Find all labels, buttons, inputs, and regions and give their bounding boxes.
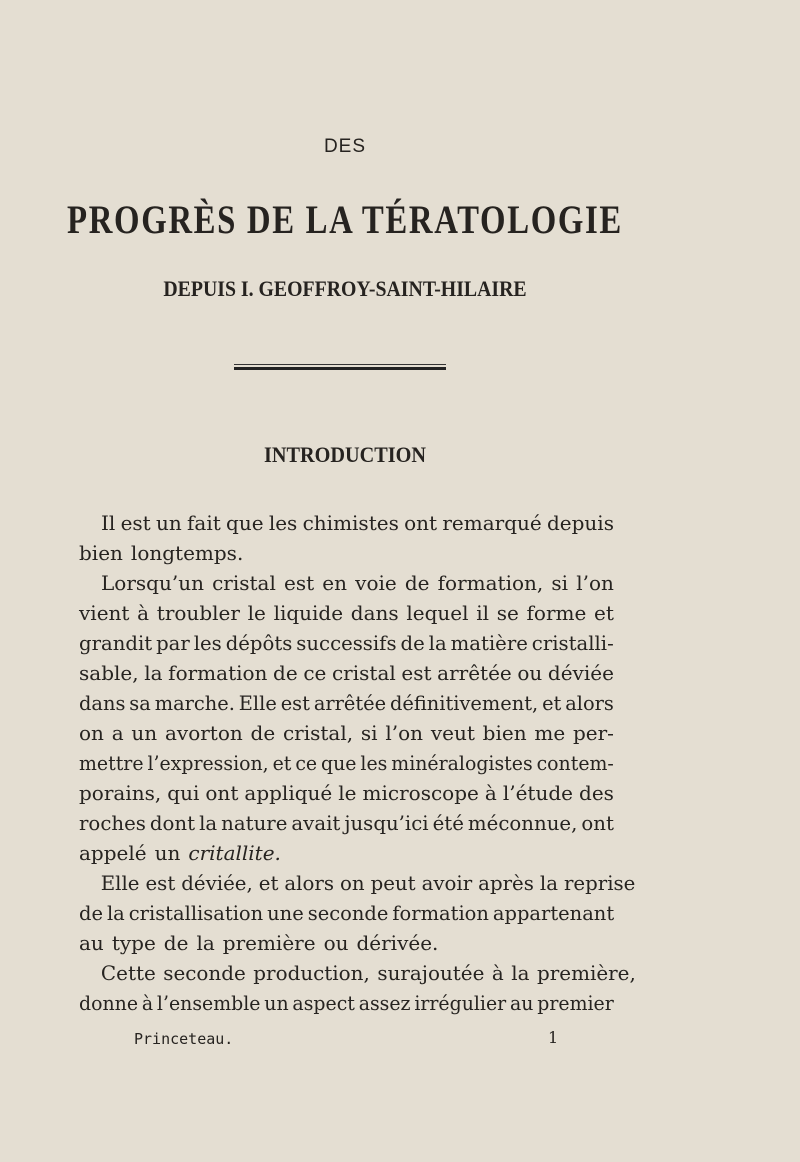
word: bien xyxy=(79,541,123,565)
word: bien xyxy=(482,721,527,745)
word: ont xyxy=(205,781,239,805)
word: dont xyxy=(149,811,196,835)
word: appliqué xyxy=(244,781,333,805)
word: la xyxy=(511,961,530,985)
word: on xyxy=(79,721,104,745)
word: si xyxy=(360,721,378,745)
word: type xyxy=(111,931,156,955)
text-line xyxy=(79,928,614,958)
word: est xyxy=(284,571,315,595)
word: de xyxy=(400,631,425,655)
word: marche. xyxy=(154,691,235,715)
word: fait xyxy=(187,511,221,535)
word: une xyxy=(267,901,304,925)
word: les xyxy=(193,631,222,655)
word: de xyxy=(79,901,103,925)
word: à xyxy=(141,991,154,1015)
word: ce xyxy=(295,751,318,775)
word: minéralogistes xyxy=(391,751,533,775)
word: définitivement, xyxy=(390,691,539,715)
word: l’on xyxy=(385,721,424,745)
word: cristal xyxy=(212,571,276,595)
word: première xyxy=(222,931,316,955)
word: on xyxy=(339,871,365,895)
word: successifs xyxy=(296,631,397,655)
pre-title: DES xyxy=(323,136,367,157)
word: ce xyxy=(303,661,327,685)
word: par xyxy=(156,631,190,655)
word: dans xyxy=(350,601,399,625)
word: dépôts xyxy=(225,631,293,655)
word: de xyxy=(250,721,276,745)
word: ont xyxy=(404,511,438,535)
word: per- xyxy=(572,721,614,745)
word: appartenant xyxy=(492,901,615,925)
word: vient xyxy=(79,601,130,625)
word: a xyxy=(111,721,124,745)
word: est xyxy=(120,511,151,535)
word: seconde xyxy=(307,901,389,925)
word: alors xyxy=(565,691,614,715)
word: se xyxy=(496,601,519,625)
word: ont xyxy=(581,811,614,835)
word: arrêtée xyxy=(313,691,387,715)
text-line xyxy=(79,958,636,988)
text-line xyxy=(79,628,614,658)
word: est xyxy=(280,691,310,715)
word: l’on xyxy=(576,571,614,595)
word: me xyxy=(534,721,566,745)
word: et xyxy=(594,601,614,625)
word: au xyxy=(79,931,104,955)
word: un xyxy=(154,841,181,865)
word: dérivée. xyxy=(356,931,439,955)
word: jusqu’ici xyxy=(344,811,429,835)
word: porains, xyxy=(79,781,162,805)
text-line xyxy=(79,808,614,838)
word: la xyxy=(144,661,163,685)
word: le xyxy=(338,781,357,805)
word: alors xyxy=(284,871,334,895)
word: des xyxy=(579,781,614,805)
word: les xyxy=(268,511,298,535)
word: production, xyxy=(253,961,370,985)
word: en xyxy=(322,571,348,595)
word: à xyxy=(137,601,150,625)
word: premier xyxy=(537,991,614,1015)
word: il xyxy=(476,601,490,625)
word: Cette xyxy=(100,961,156,985)
word: remarqué xyxy=(442,511,542,535)
word: cristalli- xyxy=(531,631,614,655)
word: surajoutée xyxy=(377,961,485,985)
word: formation xyxy=(168,661,268,685)
word: un xyxy=(264,991,289,1015)
word: déviée xyxy=(547,661,614,685)
word: longtemps. xyxy=(130,541,244,565)
word: Elle xyxy=(238,691,277,715)
word: la xyxy=(428,631,447,655)
word: appelé xyxy=(79,841,147,865)
word: que xyxy=(226,511,264,535)
word: peut xyxy=(370,871,416,895)
word: veut xyxy=(430,721,475,745)
word: le xyxy=(247,601,266,625)
word: mettre xyxy=(79,751,144,775)
italic-word: critallite. xyxy=(188,841,281,865)
text-line xyxy=(79,508,614,538)
word: chimistes xyxy=(302,511,399,535)
word: si xyxy=(551,571,569,595)
word: première, xyxy=(537,961,636,985)
word: après xyxy=(478,871,534,895)
word: que xyxy=(321,751,357,775)
word: microscope xyxy=(362,781,479,805)
page-title: PROGRÈS DE LA TÉRATOLOGIE xyxy=(67,197,623,242)
word: avoir xyxy=(421,871,473,895)
word: la xyxy=(196,931,215,955)
text-line xyxy=(79,748,614,778)
word: dans xyxy=(79,691,126,715)
word: et xyxy=(272,751,292,775)
word: de xyxy=(273,661,298,685)
word: contem- xyxy=(536,751,614,775)
word: arrêtée xyxy=(437,661,512,685)
footer-author: Princeteau. xyxy=(134,1030,234,1048)
word: de xyxy=(404,571,430,595)
word: qui xyxy=(167,781,200,805)
word: Il xyxy=(101,511,116,535)
word: assez xyxy=(358,991,411,1015)
word: forme xyxy=(526,601,587,625)
word: reprise xyxy=(563,871,636,895)
word: avait xyxy=(291,811,341,835)
word: troubler xyxy=(156,601,240,625)
text-line xyxy=(79,868,635,898)
word: un xyxy=(131,721,158,745)
word: cristal xyxy=(331,661,396,685)
text-line xyxy=(79,598,614,628)
word: l’étude xyxy=(502,781,573,805)
word: avorton xyxy=(164,721,243,745)
word: les xyxy=(360,751,388,775)
text-line xyxy=(79,568,614,598)
text-line xyxy=(79,838,614,868)
word: ou xyxy=(323,931,349,955)
word: été xyxy=(432,811,464,835)
word: à xyxy=(484,781,497,805)
word: la xyxy=(106,901,125,925)
word: la xyxy=(199,811,218,835)
word: l’expression, xyxy=(147,751,269,775)
word: Elle xyxy=(100,871,140,895)
word: et xyxy=(258,871,279,895)
page-number: 1 xyxy=(548,1028,559,1047)
word: seconde xyxy=(163,961,246,985)
body-text xyxy=(79,508,636,1018)
word: formation xyxy=(392,901,489,925)
word: cristal, xyxy=(282,721,354,745)
subtitle: DEPUIS I. GEOFFROY-SAINT-HILAIRE xyxy=(163,276,527,301)
word: cristallisation xyxy=(128,901,264,925)
word: et xyxy=(542,691,562,715)
word: est xyxy=(145,871,176,895)
text-line xyxy=(79,778,614,808)
word: Lorsqu’un xyxy=(101,571,204,595)
word: la xyxy=(539,871,558,895)
word: déviée, xyxy=(181,871,253,895)
text-line xyxy=(79,538,614,568)
word: l’ensemble xyxy=(156,991,261,1015)
title-divider xyxy=(234,364,446,371)
word: matière xyxy=(450,631,528,655)
word: liquide xyxy=(273,601,344,625)
word: de xyxy=(163,931,189,955)
word: un xyxy=(155,511,182,535)
word: nature xyxy=(221,811,288,835)
text-line xyxy=(79,658,614,688)
word: roches xyxy=(79,811,146,835)
word: irrégulier xyxy=(414,991,507,1015)
word: voie xyxy=(355,571,397,595)
word: à xyxy=(491,961,504,985)
text-line xyxy=(79,718,614,748)
word: sa xyxy=(129,691,151,715)
text-line xyxy=(79,688,614,718)
word: sable, xyxy=(79,661,139,685)
word: grandit xyxy=(79,631,153,655)
word: depuis xyxy=(546,511,614,535)
section-heading: INTRODUCTION xyxy=(264,442,426,467)
word: ou xyxy=(517,661,543,685)
word: méconnue, xyxy=(467,811,578,835)
text-line xyxy=(79,988,614,1018)
word: est xyxy=(401,661,432,685)
word: aspect xyxy=(292,991,355,1015)
text-line xyxy=(79,898,614,928)
word: au xyxy=(510,991,534,1015)
word: formation, xyxy=(437,571,544,595)
word: lequel xyxy=(406,601,469,625)
word: donne xyxy=(79,991,139,1015)
